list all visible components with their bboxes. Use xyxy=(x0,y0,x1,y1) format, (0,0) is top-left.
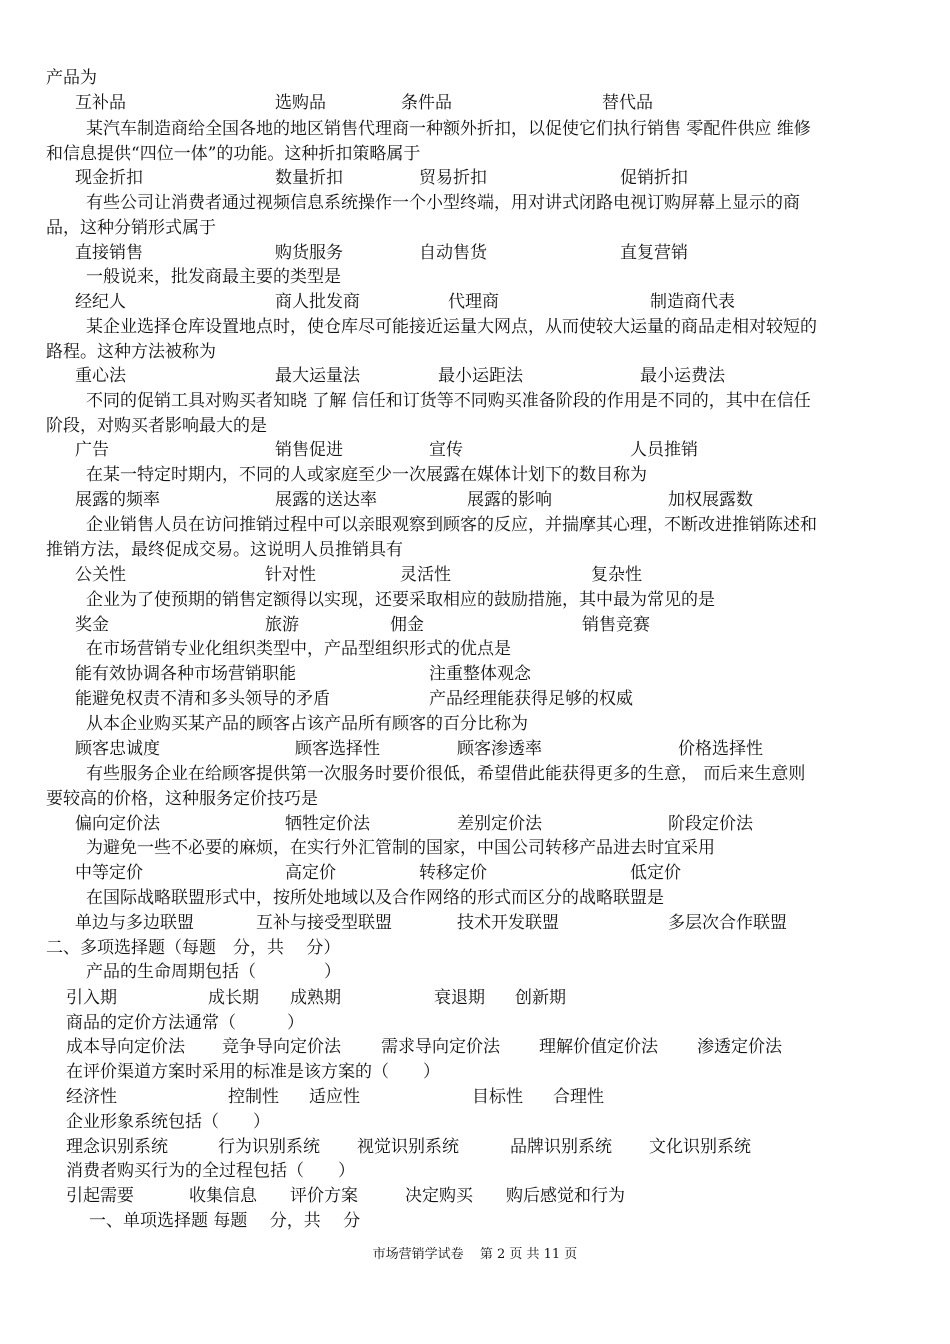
question-text: 为避免一些不必要的麻烦，在实行外汇管制的国家，中国公司转移产品进去时宜采用 xyxy=(86,838,715,858)
question-text: 不同的促销工具对购买者知晓 了解 信任和订货等不同购买准备阶段的作用是不同的，其中在信任 xyxy=(86,391,811,411)
option-d: 制造商代表 xyxy=(650,292,735,312)
option-e: 创新期 xyxy=(515,988,566,1008)
option-c: 能避免权责不清和多头领导的矛盾 xyxy=(75,689,330,709)
question-text: 有些服务企业在给顾客提供第一次服务时要价很低，希望借此能获得更多的生意， 而后来生意则 xyxy=(86,764,806,784)
option-a: 引入期 xyxy=(66,988,117,1008)
option-d: 直复营销 xyxy=(620,243,688,263)
option-b: 选购品 xyxy=(275,93,326,113)
option-d: 品牌识别系统 xyxy=(510,1137,612,1157)
option-a: 经纪人 xyxy=(75,292,126,312)
option-b: 展露的送达率 xyxy=(275,490,377,510)
question-text: 在评价渠道方案时采用的标准是该方案的（ ） xyxy=(66,1062,440,1082)
option-d: 产品经理能获得足够的权威 xyxy=(429,689,633,709)
multi-section-title: 二、多项选择题（每题 分，共 分） xyxy=(46,938,341,958)
option-c: 最小运距法 xyxy=(438,366,523,386)
option-d: 复杂性 xyxy=(591,565,642,585)
header-text: 产品为 xyxy=(46,68,97,88)
option-c: 自动售货 xyxy=(419,243,487,263)
option-d: 目标性 xyxy=(472,1087,523,1107)
option-d: 多层次合作联盟 xyxy=(668,913,787,933)
option-e: 文化识别系统 xyxy=(649,1137,751,1157)
option-d: 销售竞赛 xyxy=(582,615,650,635)
option-c: 评价方案 xyxy=(290,1186,358,1206)
option-d: 最小运费法 xyxy=(640,366,725,386)
option-b: 收集信息 xyxy=(189,1186,257,1206)
option-c: 顾客渗透率 xyxy=(457,739,542,759)
question-text: 要较高的价格，这种服务定价技巧是 xyxy=(46,789,318,809)
option-a: 广告 xyxy=(75,440,109,460)
option-a: 公关性 xyxy=(75,565,126,585)
option-b: 注重整体观念 xyxy=(429,664,531,684)
option-a: 经济性 xyxy=(66,1087,117,1107)
footer-title: 市场营销学试卷 xyxy=(372,1247,464,1262)
option-b: 销售促进 xyxy=(275,440,343,460)
option-b: 互补与接受型联盟 xyxy=(256,913,392,933)
option-d: 低定价 xyxy=(630,863,681,883)
option-a: 理念识别系统 xyxy=(66,1137,168,1157)
option-e: 合理性 xyxy=(553,1087,604,1107)
option-a: 顾客忠诚度 xyxy=(75,739,160,759)
option-d: 加权展露数 xyxy=(668,490,753,510)
question-text: 阶段，对购买者影响最大的是 xyxy=(46,416,267,436)
question-text: 企业为了使预期的销售定额得以实现，还要采取相应的鼓励措施，其中最为常见的是 xyxy=(86,590,715,610)
option-b: 成长期 xyxy=(208,988,259,1008)
question-text: 有些公司让消费者通过视频信息系统操作一个小型终端，用对讲式闭路电视订购屏幕上显示的商 xyxy=(86,193,800,213)
option-a: 展露的频率 xyxy=(75,490,160,510)
option-a: 直接销售 xyxy=(75,243,143,263)
question-text: 在市场营销专业化组织类型中，产品型组织形式的优点是 xyxy=(86,639,511,659)
question-text: 商品的定价方法通常（ ） xyxy=(66,1013,304,1033)
option-c: 视觉识别系统 xyxy=(357,1137,459,1157)
option-c: 转移定价 xyxy=(419,863,487,883)
option-c: 代理商 xyxy=(448,292,499,312)
option-b: 购货服务 xyxy=(275,243,343,263)
question-text: 企业销售人员在访问推销过程中可以亲眼观察到顾客的反应，并揣摩其心理，不断改进推销陈述和 xyxy=(86,515,817,535)
option-c: 技术开发联盟 xyxy=(457,913,559,933)
option-c: 宣传 xyxy=(429,440,463,460)
option-b: 数量折扣 xyxy=(275,168,343,188)
question-text: 品，这种分销形式属于 xyxy=(46,218,216,238)
footer-page-info: 第 2 页 共 11 页 xyxy=(479,1247,578,1262)
question-text: 某汽车制造商给全国各地的地区销售代理商一种额外折扣，以促使它们执行销售 零配件供应 维修 xyxy=(86,119,811,139)
question-text: 路程。这种方法被称为 xyxy=(46,342,216,362)
option-c: 条件品 xyxy=(401,93,452,113)
option-a: 引起需要 xyxy=(66,1186,134,1206)
option-d: 理解价值定价法 xyxy=(539,1037,658,1057)
question-text: 某企业选择仓库设置地点时，使仓库尽可能接近运量大网点，从而使较大运量的商品走相对较短的 xyxy=(86,317,817,337)
option-d: 决定购买 xyxy=(405,1186,473,1206)
option-d: 衰退期 xyxy=(434,988,485,1008)
option-b: 高定价 xyxy=(285,863,336,883)
option-c: 适应性 xyxy=(309,1087,360,1107)
option-c: 贸易折扣 xyxy=(419,168,487,188)
option-a: 现金折扣 xyxy=(75,168,143,188)
option-b: 行为识别系统 xyxy=(218,1137,320,1157)
option-c: 差别定价法 xyxy=(457,814,542,834)
option-c: 成熟期 xyxy=(290,988,341,1008)
option-b: 旅游 xyxy=(265,615,299,635)
option-a: 互补品 xyxy=(75,93,126,113)
option-c: 灵活性 xyxy=(400,565,451,585)
option-c: 需求导向定价法 xyxy=(381,1037,500,1057)
option-d: 价格选择性 xyxy=(678,739,763,759)
option-a: 偏向定价法 xyxy=(75,814,160,834)
question-text: 从本企业购买某产品的顾客占该产品所有顾客的百分比称为 xyxy=(86,714,528,734)
option-b: 竞争导向定价法 xyxy=(222,1037,341,1057)
option-a: 重心法 xyxy=(75,366,126,386)
option-a: 成本导向定价法 xyxy=(66,1037,185,1057)
option-a: 能有效协调各种市场营销职能 xyxy=(75,664,296,684)
question-text: 消费者购买行为的全过程包括（ ） xyxy=(66,1161,355,1181)
option-d: 替代品 xyxy=(602,93,653,113)
option-d: 人员推销 xyxy=(630,440,698,460)
option-b: 商人批发商 xyxy=(275,292,360,312)
option-e: 购后感觉和行为 xyxy=(506,1186,625,1206)
option-b: 针对性 xyxy=(265,565,316,585)
option-b: 最大运量法 xyxy=(275,366,360,386)
option-c: 佣金 xyxy=(390,615,424,635)
question-text: 和信息提供“四位一体”的功能。这种折扣策略属于 xyxy=(46,144,421,164)
option-b: 牺牲定价法 xyxy=(285,814,370,834)
option-a: 单边与多边联盟 xyxy=(75,913,194,933)
option-d: 促销折扣 xyxy=(620,168,688,188)
option-a: 中等定价 xyxy=(75,863,143,883)
page-footer xyxy=(0,1246,950,1264)
option-b: 顾客选择性 xyxy=(295,739,380,759)
question-text: 企业形象系统包括（ ） xyxy=(66,1112,270,1132)
option-a: 奖金 xyxy=(75,615,109,635)
question-text: 产品的生命周期包括（ ） xyxy=(86,962,341,982)
option-b: 控制性 xyxy=(228,1087,279,1107)
question-text: 推销方法，最终促成交易。这说明人员推销具有 xyxy=(46,540,403,560)
option-d: 阶段定价法 xyxy=(668,814,753,834)
question-text: 在国际战略联盟形式中，按所处地域以及合作网络的形式而区分的战略联盟是 xyxy=(86,888,664,908)
option-c: 展露的影响 xyxy=(467,490,552,510)
option-e: 渗透定价法 xyxy=(697,1037,782,1057)
question-text: 在某一特定时期内，不同的人或家庭至少一次展露在媒体计划下的数目称为 xyxy=(86,465,647,485)
question-text: 一般说来，批发商最主要的类型是 xyxy=(86,267,341,287)
single-section-title: 一、单项选择题 每题 分，共 分 xyxy=(89,1211,361,1231)
